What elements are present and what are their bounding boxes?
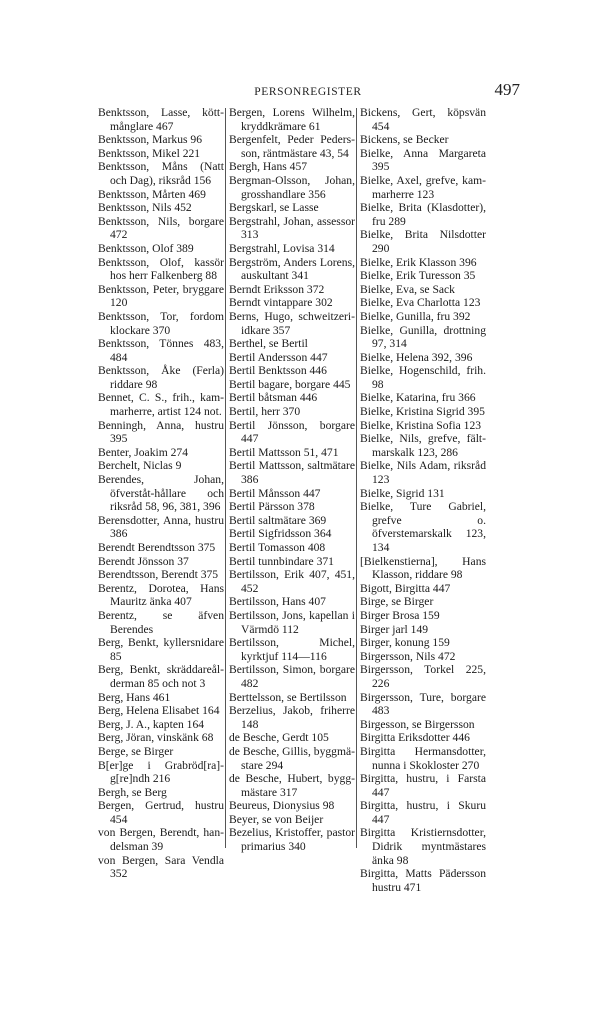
index-entry: Bertil Andersson 447 xyxy=(229,350,328,364)
index-entry: Bielke, Sigrid 131 xyxy=(360,486,445,500)
index-entry: Benktsson, Mikel 221 xyxy=(98,146,201,160)
index-entry: Bielke, Kristina Sigrid 395 xyxy=(360,405,485,419)
index-entry: Bertil Jönsson, borgare 447 xyxy=(229,418,355,446)
index-entry: Bertil Pärsson 378 xyxy=(229,500,315,514)
index-entry: Berg, Benkt, kyllersnidare 85 xyxy=(98,636,224,663)
index-entry: Berge, se Birger xyxy=(98,744,174,758)
index-column-2 xyxy=(229,106,355,854)
index-entry: Benktsson, Lasse, kött-månglare 467 xyxy=(98,106,224,133)
index-entry: Berns, Hugo, schweitzeri-idkare 357 xyxy=(229,309,355,337)
index-column-3 xyxy=(360,106,486,894)
index-entry: Berg, Benkt, skräddareål-derman 85 och not 3 xyxy=(98,663,224,690)
index-entry: Berchelt, Niclas 9 xyxy=(98,459,182,473)
index-entry: Bergh, Hans 457 xyxy=(229,160,308,174)
index-entry: Birgersson, Ture, borgare 483 xyxy=(360,690,486,718)
index-entry: Bertilsson, Simon, borgare 482 xyxy=(229,663,355,690)
index-entry: Bennet, C. S., frih., kam-marherre, artist 124 not. xyxy=(98,391,224,419)
index-entry: Bielke, Katarina, fru 366 xyxy=(360,391,476,405)
index-entry: Bertil Sigfridsson 364 xyxy=(229,527,332,541)
index-entry: Berendtsson, Berendt 375 xyxy=(98,568,219,582)
index-entry: Berndt vintappare 302 xyxy=(229,296,333,310)
index-entry: Bielke, Erik Klasson 396 xyxy=(360,255,477,269)
index-entry: Birgitta Hermansdotter, nunna i Skokloster 270 xyxy=(360,744,486,772)
index-entry: Birger Brosa 159 xyxy=(360,608,440,622)
index-entry: Benktsson, Måns (Natt och Dag), riksråd 156 xyxy=(98,160,224,187)
index-entry: Bertilsson, Michel, kyrktjuf 114—116 xyxy=(229,636,355,663)
index-entry: Bielke, Eva Charlotta 123 xyxy=(360,296,481,310)
index-entry: von Bergen, Sara Vendla 352 xyxy=(98,853,224,881)
index-entry: de Besche, Gillis, byggmä-stare 294 xyxy=(229,744,355,772)
index-entry: Bergström, Anders Lorens, auskultant 341 xyxy=(229,255,355,283)
index-entry: Bertil båtsman 446 xyxy=(229,391,318,405)
index-entry: Bielke, Ture Gabriel, grefve o. öfverstemarskalk 123, 134 xyxy=(360,500,486,554)
index-entry: Benningh, Anna, hustru 395 xyxy=(98,418,224,446)
index-entry: Berensdotter, Anna, hustru 386 xyxy=(98,513,224,541)
running-head-title: PERSONREGISTER xyxy=(254,86,362,98)
index-entry: Bielke, Brita (Klasdotter), fru 289 xyxy=(360,201,486,228)
index-entry: Bezelius, Kristoffer, pastor primarius 340 xyxy=(229,826,355,854)
index-entry: Bergenfelt, Peder Peders-son, räntmästare 43, 54 xyxy=(229,133,355,160)
index-entry: Beyer, se von Beijer xyxy=(229,812,324,826)
index-entry: Bertil Benktsson 446 xyxy=(229,364,327,378)
index-entry: Bergh, se Berg xyxy=(98,785,167,799)
index-entry: Benktsson, Tönnes 483, 484 xyxy=(98,337,224,364)
index-entry: Bielke, Hogenschild, frih. 98 xyxy=(360,364,486,391)
index-entry: Birgitta, hustru, i Skuru 447 xyxy=(360,799,486,826)
index-entry: Bielke, Eva, se Sack xyxy=(360,282,455,296)
index-entry: Berg, Jöran, vinskänk 68 xyxy=(98,731,214,745)
index-entry: Benktsson, Nils, borgare 472 xyxy=(98,214,224,242)
index-entry: Berentz, Dorotea, Hans Mauritz änka 407 xyxy=(98,581,224,609)
index-entry: Benktsson, Nils 452 xyxy=(98,201,192,215)
index-entry: Bickens, Gert, köpsvän 454 xyxy=(360,106,486,133)
index-entry: Bergstrahl, Johan, assessor 313 xyxy=(229,214,355,242)
index-entry: Bertil Mattsson, saltmätare 386 xyxy=(229,459,355,487)
index-entry: Bertil Mattsson 51, 471 xyxy=(229,445,339,459)
index-entry: Bertil tunnbindare 371 xyxy=(229,554,334,568)
index-entry: Benktsson, Tor, fordom klockare 370 xyxy=(98,309,224,337)
index-entry: Bertil Månsson 447 xyxy=(229,486,321,500)
index-entry: Bergskarl, se Lasse xyxy=(229,201,319,215)
index-entry: B[er]ge i Grabröd[ra]-g[re]ndh 216 xyxy=(98,758,224,786)
index-entry: Bickens, se Becker xyxy=(360,133,449,147)
index-entry: Birgitta, Matts Pädersson hustru 471 xyxy=(360,867,486,894)
index-entry: Birger jarl 149 xyxy=(360,622,429,636)
index-entry: Bertilsson, Erik 407, 451, 452 xyxy=(229,568,355,595)
index-entry: Berzelius, Jakob, friherre 148 xyxy=(229,704,355,731)
index-entry: Bergen, Lorens Wilhelm, kryddkrämare 61 xyxy=(229,106,355,133)
index-entry: Bertilsson, Jons, kapellan i Värmdö 112 xyxy=(229,608,355,636)
index-entry: Berg, Helena Elisabet 164 xyxy=(98,704,220,718)
index-entry: Birgitta Kristiernsdotter, Didrik myntmästares änka 98 xyxy=(360,826,486,867)
index-entry: Benktsson, Mårten 469 xyxy=(98,187,206,201)
index-entry: Bertil bagare, borgare 445 xyxy=(229,377,351,391)
index-entry: Berthel, se Bertil xyxy=(229,337,308,351)
index-entry: Birgitta Eriksdotter 446 xyxy=(360,731,470,745)
index-entry: Bielke, Kristina Sofia 123 xyxy=(360,418,482,432)
index-entry: Bergen, Gertrud, hustru 454 xyxy=(98,799,224,826)
index-entry: Birgersson, Nils 472 xyxy=(360,649,456,663)
index-entry: Benktsson, Olof, kassör hos herr Falkenberg 88 xyxy=(98,255,224,283)
index-entry: Bielke, Brita Nilsdotter 290 xyxy=(360,228,486,255)
index-entry: Birgersson, Torkel 225, 226 xyxy=(360,663,486,690)
column-divider xyxy=(356,108,357,848)
index-entry: Bielke, Gunilla, drottning 97, 314 xyxy=(360,323,486,351)
index-entry: Berendt Jönsson 37 xyxy=(98,554,189,568)
index-entry: Bertilsson, Hans 407 xyxy=(229,595,326,609)
index-entry: Bertil, herr 370 xyxy=(229,405,301,419)
index-entry: Benktsson, Markus 96 xyxy=(98,133,203,147)
index-entry: Bergman-Olsson, Johan, grosshandlare 356 xyxy=(229,173,355,201)
index-entry: Berndt Eriksson 372 xyxy=(229,282,325,296)
index-entry: Benktsson, Peter, bryggare 120 xyxy=(98,282,224,310)
index-entry: Berendes, Johan, öfverståt-hållare och riksråd 58, 96, 381, 396 xyxy=(98,473,224,514)
index-entry: Bergstrahl, Lovisa 314 xyxy=(229,241,335,255)
index-entry: Berg, J. A., kapten 164 xyxy=(98,717,205,731)
index-entry: Birge, se Birger xyxy=(360,595,434,609)
index-entry: Benktsson, Olof 389 xyxy=(98,241,194,255)
index-entry: Benter, Joakim 274 xyxy=(98,445,189,459)
index-entry: Bielke, Erik Turesson 35 xyxy=(360,269,476,283)
index-entry: Berendt Berendtsson 375 xyxy=(98,541,216,554)
index-entry: Bielke, Anna Margareta 395 xyxy=(360,146,486,174)
index-entry: Bielke, Gunilla, fru 392 xyxy=(360,309,471,323)
page-number: 497 xyxy=(494,80,520,99)
index-entry: Berentz, se äfven Berendes xyxy=(98,608,224,636)
column-divider xyxy=(225,108,226,848)
index-entry: Bielke, Nils, grefve, fält-marskalk 123, 286 xyxy=(360,432,486,459)
index-entry: de Besche, Gerdt 105 xyxy=(229,731,329,745)
index-entry: Birgitta, hustru, i Farsta 447 xyxy=(360,772,486,799)
index-entry: Birgesson, se Birgersson xyxy=(360,717,475,731)
index-entry: Bielke, Helena 392, 396 xyxy=(360,350,473,364)
index-entry: Bertil Tomasson 408 xyxy=(229,541,326,554)
index-entry: Benktsson, Åke (Ferla) riddare 98 xyxy=(98,364,224,391)
index-entry: Berttelsson, se Bertilsson xyxy=(229,690,347,704)
index-entry: von Bergen, Berendt, han-delsman 39 xyxy=(98,826,224,854)
index-entry: de Besche, Hubert, bygg-mästare 317 xyxy=(229,772,355,799)
index-column-1 xyxy=(98,106,224,881)
index-entry: Birger, konung 159 xyxy=(360,636,450,650)
index-entry: Bielke, Nils Adam, riksråd 123 xyxy=(360,459,486,487)
index-entry: Bertil saltmätare 369 xyxy=(229,513,327,527)
index-entry: Bielke, Axel, grefve, kam-marherre 123 xyxy=(360,173,486,201)
index-entry: Berg, Hans 461 xyxy=(98,690,171,704)
index-entry: [Bielkenstierna], Hans Klasson, riddare 98 xyxy=(360,554,486,582)
index-entry: Bigott, Birgitta 447 xyxy=(360,581,451,595)
index-entry: Beureus, Dionysius 98 xyxy=(229,799,335,813)
